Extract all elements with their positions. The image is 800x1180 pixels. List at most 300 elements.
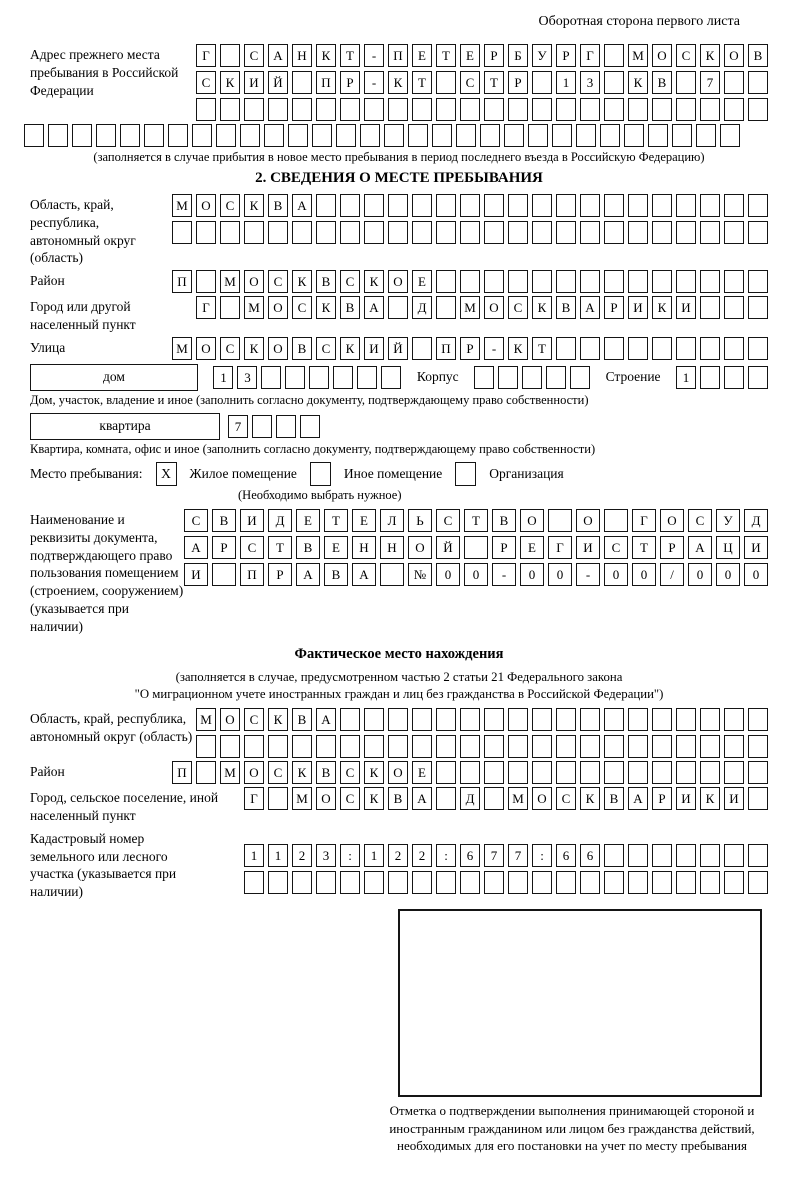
- char-cell[interactable]: У: [716, 509, 740, 532]
- char-cell[interactable]: [676, 708, 696, 731]
- char-cell[interactable]: 1: [268, 844, 288, 867]
- char-cell[interactable]: М: [628, 44, 648, 67]
- char-cell[interactable]: Т: [464, 509, 488, 532]
- char-cell[interactable]: [336, 124, 356, 147]
- char-cell[interactable]: [412, 98, 432, 121]
- char-cell[interactable]: -: [364, 71, 384, 94]
- char-cell[interactable]: [556, 735, 576, 758]
- char-cell[interactable]: [340, 98, 360, 121]
- region-row-2[interactable]: [172, 221, 768, 244]
- char-cell[interactable]: Е: [412, 270, 432, 293]
- char-cell[interactable]: [508, 270, 528, 293]
- char-cell[interactable]: [484, 270, 504, 293]
- char-cell[interactable]: [333, 366, 353, 389]
- char-cell[interactable]: [748, 337, 768, 360]
- char-cell[interactable]: М: [292, 787, 312, 810]
- char-cell[interactable]: [460, 194, 480, 217]
- char-cell[interactable]: С: [688, 509, 712, 532]
- char-cell[interactable]: В: [316, 761, 336, 784]
- char-cell[interactable]: [436, 761, 456, 784]
- char-cell[interactable]: [552, 124, 572, 147]
- char-cell[interactable]: С: [508, 296, 528, 319]
- char-cell[interactable]: [580, 761, 600, 784]
- char-cell[interactable]: 1: [556, 71, 576, 94]
- char-cell[interactable]: А: [316, 708, 336, 731]
- char-cell[interactable]: [580, 270, 600, 293]
- char-cell[interactable]: [388, 871, 408, 894]
- document-row-2[interactable]: [184, 536, 768, 559]
- char-cell[interactable]: С: [340, 270, 360, 293]
- char-cell[interactable]: [456, 124, 476, 147]
- char-cell[interactable]: П: [240, 563, 264, 586]
- char-cell[interactable]: А: [184, 536, 208, 559]
- char-cell[interactable]: [388, 98, 408, 121]
- char-cell[interactable]: К: [388, 71, 408, 94]
- char-cell[interactable]: [556, 761, 576, 784]
- char-cell[interactable]: И: [744, 536, 768, 559]
- char-cell[interactable]: [340, 708, 360, 731]
- char-cell[interactable]: [312, 124, 332, 147]
- char-cell[interactable]: [532, 735, 552, 758]
- char-cell[interactable]: О: [532, 787, 552, 810]
- char-cell[interactable]: [676, 844, 696, 867]
- char-cell[interactable]: П: [172, 761, 192, 784]
- char-cell[interactable]: И: [244, 71, 264, 94]
- stroenie-cells[interactable]: [676, 366, 768, 389]
- char-cell[interactable]: [96, 124, 116, 147]
- char-cell[interactable]: [700, 296, 720, 319]
- char-cell[interactable]: В: [340, 296, 360, 319]
- char-cell[interactable]: [748, 844, 768, 867]
- char-cell[interactable]: [700, 98, 720, 121]
- char-cell[interactable]: [546, 366, 566, 389]
- char-cell[interactable]: [380, 563, 404, 586]
- char-cell[interactable]: [464, 536, 488, 559]
- char-cell[interactable]: [220, 221, 240, 244]
- char-cell[interactable]: [292, 71, 312, 94]
- char-cell[interactable]: К: [292, 761, 312, 784]
- char-cell[interactable]: [580, 708, 600, 731]
- char-cell[interactable]: [196, 270, 216, 293]
- char-cell[interactable]: [676, 71, 696, 94]
- char-cell[interactable]: С: [340, 787, 360, 810]
- char-cell[interactable]: [748, 98, 768, 121]
- char-cell[interactable]: 1: [676, 366, 696, 389]
- char-cell[interactable]: [748, 221, 768, 244]
- char-cell[interactable]: С: [556, 787, 576, 810]
- char-cell[interactable]: Т: [412, 71, 432, 94]
- char-cell[interactable]: 3: [316, 844, 336, 867]
- char-cell[interactable]: [268, 735, 288, 758]
- char-cell[interactable]: [700, 761, 720, 784]
- char-cell[interactable]: [700, 844, 720, 867]
- char-cell[interactable]: /: [660, 563, 684, 586]
- char-cell[interactable]: К: [220, 71, 240, 94]
- char-cell[interactable]: Г: [196, 44, 216, 67]
- char-cell[interactable]: [652, 708, 672, 731]
- char-cell[interactable]: [576, 124, 596, 147]
- char-cell[interactable]: [580, 194, 600, 217]
- checkbox-residential[interactable]: X: [156, 462, 177, 486]
- char-cell[interactable]: [748, 708, 768, 731]
- char-cell[interactable]: [412, 735, 432, 758]
- char-cell[interactable]: [508, 98, 528, 121]
- char-cell[interactable]: И: [184, 563, 208, 586]
- char-cell[interactable]: [340, 194, 360, 217]
- char-cell[interactable]: [364, 194, 384, 217]
- char-cell[interactable]: :: [532, 844, 552, 867]
- char-cell[interactable]: С: [184, 509, 208, 532]
- char-cell[interactable]: [700, 221, 720, 244]
- char-cell[interactable]: [532, 761, 552, 784]
- char-cell[interactable]: Г: [632, 509, 656, 532]
- char-cell[interactable]: В: [604, 787, 624, 810]
- char-cell[interactable]: К: [700, 44, 720, 67]
- char-cell[interactable]: Р: [652, 787, 672, 810]
- char-cell[interactable]: [504, 124, 524, 147]
- char-cell[interactable]: [412, 221, 432, 244]
- char-cell[interactable]: [556, 871, 576, 894]
- char-cell[interactable]: [484, 194, 504, 217]
- char-cell[interactable]: [460, 735, 480, 758]
- char-cell[interactable]: [460, 98, 480, 121]
- prev-address-row-3[interactable]: [196, 98, 768, 121]
- char-cell[interactable]: 0: [436, 563, 460, 586]
- char-cell[interactable]: В: [316, 270, 336, 293]
- char-cell[interactable]: С: [244, 708, 264, 731]
- char-cell[interactable]: [604, 337, 624, 360]
- char-cell[interactable]: Д: [460, 787, 480, 810]
- char-cell[interactable]: [484, 735, 504, 758]
- char-cell[interactable]: [580, 871, 600, 894]
- char-cell[interactable]: [480, 124, 500, 147]
- char-cell[interactable]: [436, 194, 456, 217]
- char-cell[interactable]: 6: [580, 844, 600, 867]
- char-cell[interactable]: В: [292, 708, 312, 731]
- char-cell[interactable]: [724, 708, 744, 731]
- char-cell[interactable]: [676, 98, 696, 121]
- char-cell[interactable]: [652, 871, 672, 894]
- char-cell[interactable]: [652, 844, 672, 867]
- char-cell[interactable]: [724, 761, 744, 784]
- char-cell[interactable]: К: [244, 337, 264, 360]
- char-cell[interactable]: [700, 270, 720, 293]
- char-cell[interactable]: О: [220, 708, 240, 731]
- char-cell[interactable]: А: [412, 787, 432, 810]
- char-cell[interactable]: Г: [196, 296, 216, 319]
- char-cell[interactable]: О: [196, 194, 216, 217]
- char-cell[interactable]: [484, 708, 504, 731]
- char-cell[interactable]: Е: [460, 44, 480, 67]
- char-cell[interactable]: Й: [436, 536, 460, 559]
- char-cell[interactable]: С: [196, 71, 216, 94]
- char-cell[interactable]: И: [364, 337, 384, 360]
- char-cell[interactable]: [672, 124, 692, 147]
- char-cell[interactable]: [460, 761, 480, 784]
- char-cell[interactable]: [220, 296, 240, 319]
- char-cell[interactable]: [652, 194, 672, 217]
- char-cell[interactable]: [748, 194, 768, 217]
- char-cell[interactable]: [340, 871, 360, 894]
- char-cell[interactable]: [268, 787, 288, 810]
- char-cell[interactable]: [676, 735, 696, 758]
- char-cell[interactable]: [412, 337, 432, 360]
- char-cell[interactable]: В: [212, 509, 236, 532]
- region-row-1[interactable]: [172, 194, 768, 217]
- char-cell[interactable]: П: [316, 71, 336, 94]
- char-cell[interactable]: [628, 270, 648, 293]
- char-cell[interactable]: Т: [484, 71, 504, 94]
- char-cell[interactable]: [548, 509, 572, 532]
- char-cell[interactable]: К: [244, 194, 264, 217]
- char-cell[interactable]: [244, 98, 264, 121]
- actual-district-row[interactable]: [172, 761, 768, 784]
- char-cell[interactable]: [436, 708, 456, 731]
- char-cell[interactable]: -: [576, 563, 600, 586]
- char-cell[interactable]: О: [268, 337, 288, 360]
- char-cell[interactable]: [676, 761, 696, 784]
- char-cell[interactable]: [604, 44, 624, 67]
- char-cell[interactable]: [460, 221, 480, 244]
- char-cell[interactable]: К: [580, 787, 600, 810]
- char-cell[interactable]: [288, 124, 308, 147]
- char-cell[interactable]: Р: [556, 44, 576, 67]
- char-cell[interactable]: [364, 221, 384, 244]
- char-cell[interactable]: [628, 194, 648, 217]
- char-cell[interactable]: [316, 98, 336, 121]
- document-row-1[interactable]: [184, 509, 768, 532]
- char-cell[interactable]: [364, 98, 384, 121]
- char-cell[interactable]: М: [220, 270, 240, 293]
- char-cell[interactable]: [628, 98, 648, 121]
- char-cell[interactable]: [748, 296, 768, 319]
- char-cell[interactable]: [528, 124, 548, 147]
- char-cell[interactable]: [316, 735, 336, 758]
- char-cell[interactable]: К: [364, 761, 384, 784]
- char-cell[interactable]: Т: [436, 44, 456, 67]
- cadastral-row-2[interactable]: [244, 871, 768, 894]
- char-cell[interactable]: [604, 270, 624, 293]
- char-cell[interactable]: Л: [380, 509, 404, 532]
- char-cell[interactable]: [580, 337, 600, 360]
- char-cell[interactable]: [412, 708, 432, 731]
- prev-address-row-2[interactable]: [196, 71, 768, 94]
- char-cell[interactable]: [292, 871, 312, 894]
- char-cell[interactable]: 0: [464, 563, 488, 586]
- char-cell[interactable]: :: [340, 844, 360, 867]
- char-cell[interactable]: Н: [380, 536, 404, 559]
- checkbox-other-premises[interactable]: [310, 462, 331, 486]
- char-cell[interactable]: [700, 337, 720, 360]
- char-cell[interactable]: [724, 71, 744, 94]
- checkbox-organization[interactable]: [455, 462, 476, 486]
- char-cell[interactable]: Р: [492, 536, 516, 559]
- char-cell[interactable]: [508, 194, 528, 217]
- char-cell[interactable]: А: [580, 296, 600, 319]
- char-cell[interactable]: [508, 761, 528, 784]
- char-cell[interactable]: [676, 194, 696, 217]
- char-cell[interactable]: [196, 221, 216, 244]
- char-cell[interactable]: М: [172, 337, 192, 360]
- char-cell[interactable]: О: [408, 536, 432, 559]
- char-cell[interactable]: М: [172, 194, 192, 217]
- char-cell[interactable]: [700, 735, 720, 758]
- char-cell[interactable]: [340, 221, 360, 244]
- char-cell[interactable]: [748, 787, 768, 810]
- char-cell[interactable]: [532, 871, 552, 894]
- char-cell[interactable]: [748, 735, 768, 758]
- char-cell[interactable]: [724, 337, 744, 360]
- char-cell[interactable]: [436, 787, 456, 810]
- char-cell[interactable]: [292, 735, 312, 758]
- char-cell[interactable]: О: [268, 296, 288, 319]
- char-cell[interactable]: К: [532, 296, 552, 319]
- char-cell[interactable]: Е: [412, 44, 432, 67]
- char-cell[interactable]: [436, 98, 456, 121]
- char-cell[interactable]: Е: [296, 509, 320, 532]
- char-cell[interactable]: М: [196, 708, 216, 731]
- char-cell[interactable]: А: [292, 194, 312, 217]
- char-cell[interactable]: [720, 124, 740, 147]
- char-cell[interactable]: [532, 98, 552, 121]
- actual-region-row-2[interactable]: [196, 735, 768, 758]
- char-cell[interactable]: [388, 296, 408, 319]
- char-cell[interactable]: [676, 337, 696, 360]
- char-cell[interactable]: Е: [412, 761, 432, 784]
- char-cell[interactable]: [676, 270, 696, 293]
- char-cell[interactable]: Р: [460, 337, 480, 360]
- char-cell[interactable]: К: [340, 337, 360, 360]
- char-cell[interactable]: [261, 366, 281, 389]
- char-cell[interactable]: [556, 98, 576, 121]
- char-cell[interactable]: [172, 221, 192, 244]
- char-cell[interactable]: В: [556, 296, 576, 319]
- char-cell[interactable]: Д: [744, 509, 768, 532]
- district-row[interactable]: [172, 270, 768, 293]
- char-cell[interactable]: П: [172, 270, 192, 293]
- char-cell[interactable]: 2: [292, 844, 312, 867]
- char-cell[interactable]: [652, 735, 672, 758]
- char-cell[interactable]: -: [484, 337, 504, 360]
- char-cell[interactable]: [484, 871, 504, 894]
- char-cell[interactable]: [309, 366, 329, 389]
- char-cell[interactable]: [604, 509, 628, 532]
- char-cell[interactable]: Ь: [408, 509, 432, 532]
- char-cell[interactable]: Р: [660, 536, 684, 559]
- char-cell[interactable]: [412, 871, 432, 894]
- char-cell[interactable]: [556, 708, 576, 731]
- char-cell[interactable]: Т: [632, 536, 656, 559]
- char-cell[interactable]: [724, 221, 744, 244]
- char-cell[interactable]: [24, 124, 44, 147]
- char-cell[interactable]: 0: [604, 563, 628, 586]
- char-cell[interactable]: [268, 221, 288, 244]
- char-cell[interactable]: [580, 221, 600, 244]
- char-cell[interactable]: С: [316, 337, 336, 360]
- char-cell[interactable]: [628, 735, 648, 758]
- char-cell[interactable]: Т: [532, 337, 552, 360]
- char-cell[interactable]: [412, 194, 432, 217]
- char-cell[interactable]: М: [460, 296, 480, 319]
- char-cell[interactable]: [724, 270, 744, 293]
- char-cell[interactable]: С: [340, 761, 360, 784]
- char-cell[interactable]: [220, 44, 240, 67]
- char-cell[interactable]: [268, 871, 288, 894]
- char-cell[interactable]: [696, 124, 716, 147]
- char-cell[interactable]: С: [436, 509, 460, 532]
- char-cell[interactable]: [532, 708, 552, 731]
- char-cell[interactable]: 0: [688, 563, 712, 586]
- char-cell[interactable]: Й: [388, 337, 408, 360]
- char-cell[interactable]: [628, 708, 648, 731]
- char-cell[interactable]: [196, 98, 216, 121]
- char-cell[interactable]: [508, 221, 528, 244]
- char-cell[interactable]: [72, 124, 92, 147]
- char-cell[interactable]: Ц: [716, 536, 740, 559]
- char-cell[interactable]: Р: [604, 296, 624, 319]
- char-cell[interactable]: [484, 98, 504, 121]
- char-cell[interactable]: К: [628, 71, 648, 94]
- char-cell[interactable]: Т: [324, 509, 348, 532]
- char-cell[interactable]: О: [244, 270, 264, 293]
- char-cell[interactable]: [144, 124, 164, 147]
- char-cell[interactable]: 0: [632, 563, 656, 586]
- char-cell[interactable]: В: [652, 71, 672, 94]
- char-cell[interactable]: -: [492, 563, 516, 586]
- char-cell[interactable]: [624, 124, 644, 147]
- char-cell[interactable]: [532, 270, 552, 293]
- char-cell[interactable]: В: [292, 337, 312, 360]
- char-cell[interactable]: О: [244, 761, 264, 784]
- char-cell[interactable]: Г: [548, 536, 572, 559]
- char-cell[interactable]: [292, 98, 312, 121]
- cadastral-row-1[interactable]: [244, 844, 768, 867]
- char-cell[interactable]: Й: [268, 71, 288, 94]
- char-cell[interactable]: [652, 221, 672, 244]
- char-cell[interactable]: В: [296, 536, 320, 559]
- char-cell[interactable]: [652, 270, 672, 293]
- char-cell[interactable]: О: [660, 509, 684, 532]
- char-cell[interactable]: 2: [388, 844, 408, 867]
- char-cell[interactable]: [484, 221, 504, 244]
- char-cell[interactable]: Б: [508, 44, 528, 67]
- char-cell[interactable]: [652, 98, 672, 121]
- char-cell[interactable]: [196, 735, 216, 758]
- char-cell[interactable]: [724, 366, 744, 389]
- char-cell[interactable]: 6: [556, 844, 576, 867]
- char-cell[interactable]: А: [296, 563, 320, 586]
- char-cell[interactable]: [724, 296, 744, 319]
- char-cell[interactable]: К: [268, 708, 288, 731]
- char-cell[interactable]: Р: [340, 71, 360, 94]
- char-cell[interactable]: А: [268, 44, 288, 67]
- char-cell[interactable]: С: [244, 44, 264, 67]
- char-cell[interactable]: [556, 221, 576, 244]
- actual-city-row[interactable]: [244, 787, 768, 810]
- char-cell[interactable]: [436, 871, 456, 894]
- char-cell[interactable]: И: [724, 787, 744, 810]
- char-cell[interactable]: [240, 124, 260, 147]
- char-cell[interactable]: [652, 761, 672, 784]
- char-cell[interactable]: [432, 124, 452, 147]
- char-cell[interactable]: [212, 563, 236, 586]
- char-cell[interactable]: [580, 735, 600, 758]
- char-cell[interactable]: У: [532, 44, 552, 67]
- char-cell[interactable]: [484, 787, 504, 810]
- char-cell[interactable]: В: [268, 194, 288, 217]
- char-cell[interactable]: [192, 124, 212, 147]
- actual-region-row-1[interactable]: [196, 708, 768, 731]
